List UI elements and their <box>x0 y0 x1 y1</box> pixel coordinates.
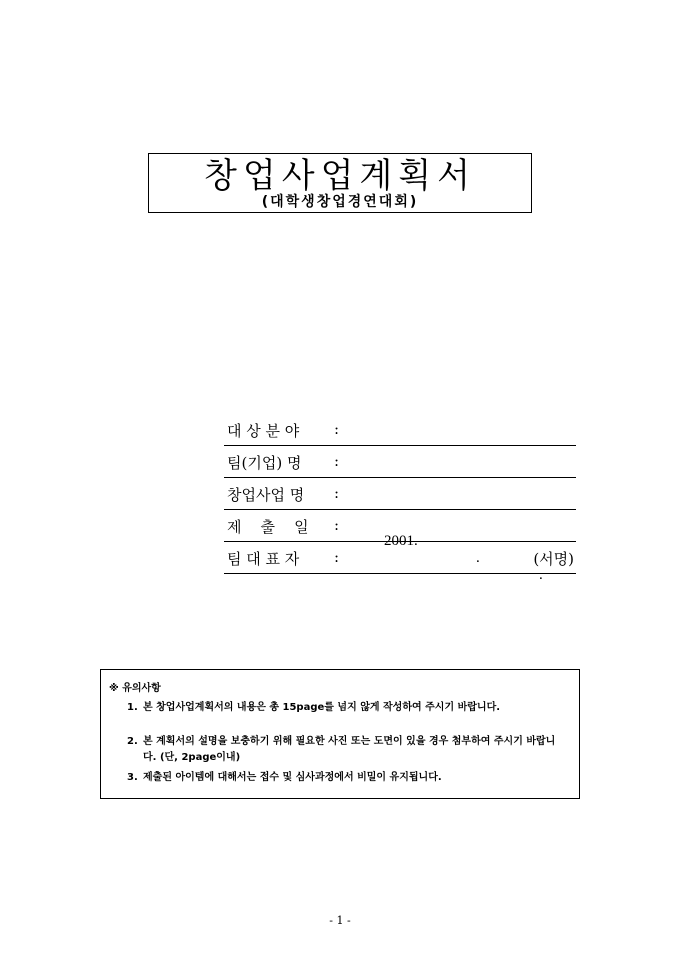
notice-item-text: 제출된 아이템에 대해서는 접수 및 심사과정에서 비밀이 유지됩니다. <box>143 772 442 783</box>
info-row-business <box>224 478 576 510</box>
info-colon: : <box>334 516 340 534</box>
notice-title: ※ 유의사항 <box>109 683 161 694</box>
info-colon: : <box>334 484 340 502</box>
info-label-representative: 팀 대 표 자 <box>227 550 300 568</box>
info-row-representative <box>224 542 576 574</box>
signature-label: (서명) <box>533 550 574 568</box>
submit-date-month-sep: . <box>476 550 480 566</box>
page-number: - 1 - <box>329 914 351 927</box>
info-label-field: 대 상 분 야 <box>227 422 300 440</box>
info-row-team <box>224 446 576 478</box>
title-box <box>148 153 532 213</box>
notice-item-number: 2. <box>127 736 138 747</box>
info-label-team: 팀(기업) 명 <box>227 454 302 472</box>
submit-date-year: 2001. <box>384 533 418 549</box>
notice-item-number: 1. <box>127 702 138 713</box>
info-label-submit-date: 제 출 일 <box>227 518 309 536</box>
info-colon: : <box>334 548 340 566</box>
notice-item-text: 본 창업사업계획서의 내용은 총 15page를 넘지 않게 작성하여 주시기 바랍니다. <box>143 702 501 713</box>
info-colon: : <box>334 420 340 438</box>
notice-box <box>100 669 580 799</box>
info-colon: : <box>334 452 340 470</box>
info-row-field <box>224 414 576 446</box>
submit-date-day-sep: . <box>539 567 543 583</box>
info-table <box>224 414 576 583</box>
info-label-business: 창업사업 명 <box>227 486 305 504</box>
document-title: 창업사업계획서 <box>204 156 476 196</box>
document-subtitle: (대학생창업경연대회) <box>261 194 419 210</box>
notice-item-number: 3. <box>127 772 138 783</box>
notice-item-text: 본 계획서의 설명을 보충하기 위해 필요한 사진 또는 도면이 있을 경우 첨부하여 주시기 바랍니다. (단, 2page이내) <box>143 736 556 763</box>
